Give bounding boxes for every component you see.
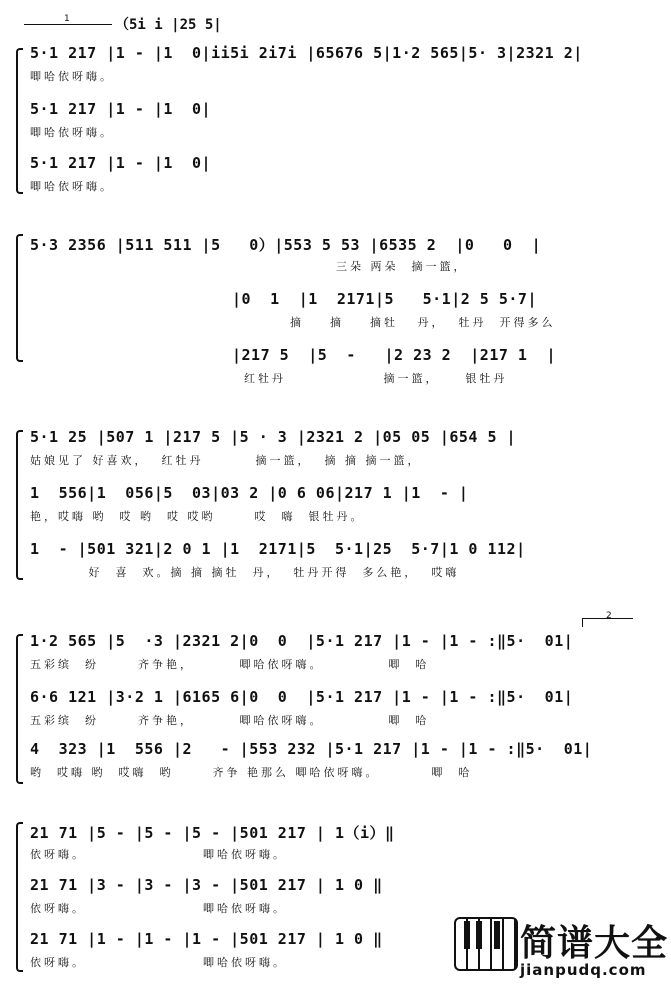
note-line: |217 5 |5 - |2 23 2 |217 1 | xyxy=(232,346,557,364)
staff-row xyxy=(0,540,671,588)
note-line: 5·1 217 |1 - |1 0| xyxy=(30,154,212,172)
intro-notes: （5i i |25 5| xyxy=(115,17,222,33)
lyric-line: 唧哈依呀嗨。 xyxy=(30,70,114,83)
staff-row xyxy=(0,154,671,202)
volta-bracket-1 xyxy=(24,24,112,25)
lyric-line: 哟 哎嗨 哟 哎嗨 哟 齐争 艳那么 唧哈依呀嗨。 唧 哈 xyxy=(30,766,473,779)
note-line: 5·1 217 |1 - |1 0| xyxy=(30,100,212,118)
staff-row xyxy=(0,346,671,394)
staff-row xyxy=(0,740,671,788)
lyric-line: 好 喜 欢。摘 摘 摘牡 丹， 牡丹开得 多么艳， 哎嗨 xyxy=(30,566,460,579)
lyric-line: 唧哈依呀嗨。 xyxy=(30,180,114,193)
lyric-line: 艳，哎嗨 哟 哎 哟 哎 哎哟 哎 嗨 银牡丹。 xyxy=(30,510,365,523)
note-line: 1 - |501 321|2 0 1 |1 2171|5 5·1|25 5·7|1 0 112| xyxy=(30,540,526,558)
note-line: 6·6 121 |3·2 1 |6165 6|0 0 |5·1 217 |1 - |1 - :‖5· 01| xyxy=(30,688,574,706)
note-line: 21 71 |1 - |1 - |1 - |501 217 | 1 0 ‖ xyxy=(30,930,383,948)
lyric-line: 姑娘见了 好喜欢， 红牡丹 摘一篮， 摘 摘 摘一篮， xyxy=(30,454,422,467)
note-line: 5·3 2356 |511 511 |5 0）|553 5 53 |6535 2 |0 0 | xyxy=(30,236,542,254)
note-line: 1 556|1 056|5 03|03 2 |0 6 06|217 1 |1 - | xyxy=(30,484,469,502)
piano-keys-icon xyxy=(454,917,518,971)
staff-row xyxy=(0,822,671,870)
lyric-line: 五彩缤 纷 齐争艳， 唧哈依呀嗨。 唧 哈 xyxy=(30,658,430,671)
lyric-line: 依呀嗨。 唧哈依呀嗨。 xyxy=(30,848,287,861)
lyric-line: 依呀嗨。 唧哈依呀嗨。 xyxy=(30,902,287,915)
staff-row xyxy=(0,44,671,92)
logo-title: 简谱大全 xyxy=(520,923,669,964)
note-line: 4 323 |1 556 |2 - |553 232 |5·1 217 |1 - |1 - :‖5· 01| xyxy=(30,740,593,758)
note-line: |0 1 |1 2171|5 5·1|2 5 5·7| xyxy=(232,290,537,308)
lyric-line: 三朵 两朵 摘一篮， xyxy=(336,260,468,273)
note-line: 21 71 |5 - |5 - |5 - |501 217 | 1（i）‖ xyxy=(30,824,395,842)
lyric-line: 摘 摘 摘牡 丹， 牡丹 开得多么 xyxy=(290,316,556,329)
staff-row xyxy=(0,484,671,532)
volta-number-2: 2 xyxy=(606,611,612,621)
lyric-line: 五彩缤 纷 齐争艳， 唧哈依呀嗨。 唧 哈 xyxy=(30,714,430,727)
system-1 xyxy=(0,44,671,194)
staff-row xyxy=(0,632,671,680)
staff-row xyxy=(0,688,671,736)
lyric-line: 唧哈依呀嗨。 xyxy=(30,126,114,139)
note-line: 21 71 |3 - |3 - |3 - |501 217 | 1 0 ‖ xyxy=(30,876,383,894)
site-logo xyxy=(454,915,668,983)
system-2 xyxy=(0,234,671,394)
note-line: 1·2 565 |5 ·3 |2321 2|0 0 |5·1 217 |1 - |1 - :‖5· 01| xyxy=(30,632,574,650)
staff-row xyxy=(0,428,671,476)
system-3 xyxy=(0,428,671,588)
lyric-line: 红牡丹 摘一篮， 银牡丹 xyxy=(244,372,508,385)
system-4 xyxy=(0,611,671,782)
staff-row xyxy=(0,100,671,148)
staff-row xyxy=(0,290,671,338)
staff-row xyxy=(0,234,671,282)
logo-url: jianpudq.com xyxy=(520,961,647,979)
lyric-line: 依呀嗨。 唧哈依呀嗨。 xyxy=(30,956,287,969)
volta-number-1: 1 xyxy=(64,14,70,24)
note-line: 5·1 217 |1 - |1 0|ii5i 2i7i |65676 5|1·2 565|5· 3|2321 2| xyxy=(30,44,583,62)
note-line: 5·1 25 |507 1 |217 5 |5 · 3 |2321 2 |05 05 |654 5 | xyxy=(30,428,517,446)
